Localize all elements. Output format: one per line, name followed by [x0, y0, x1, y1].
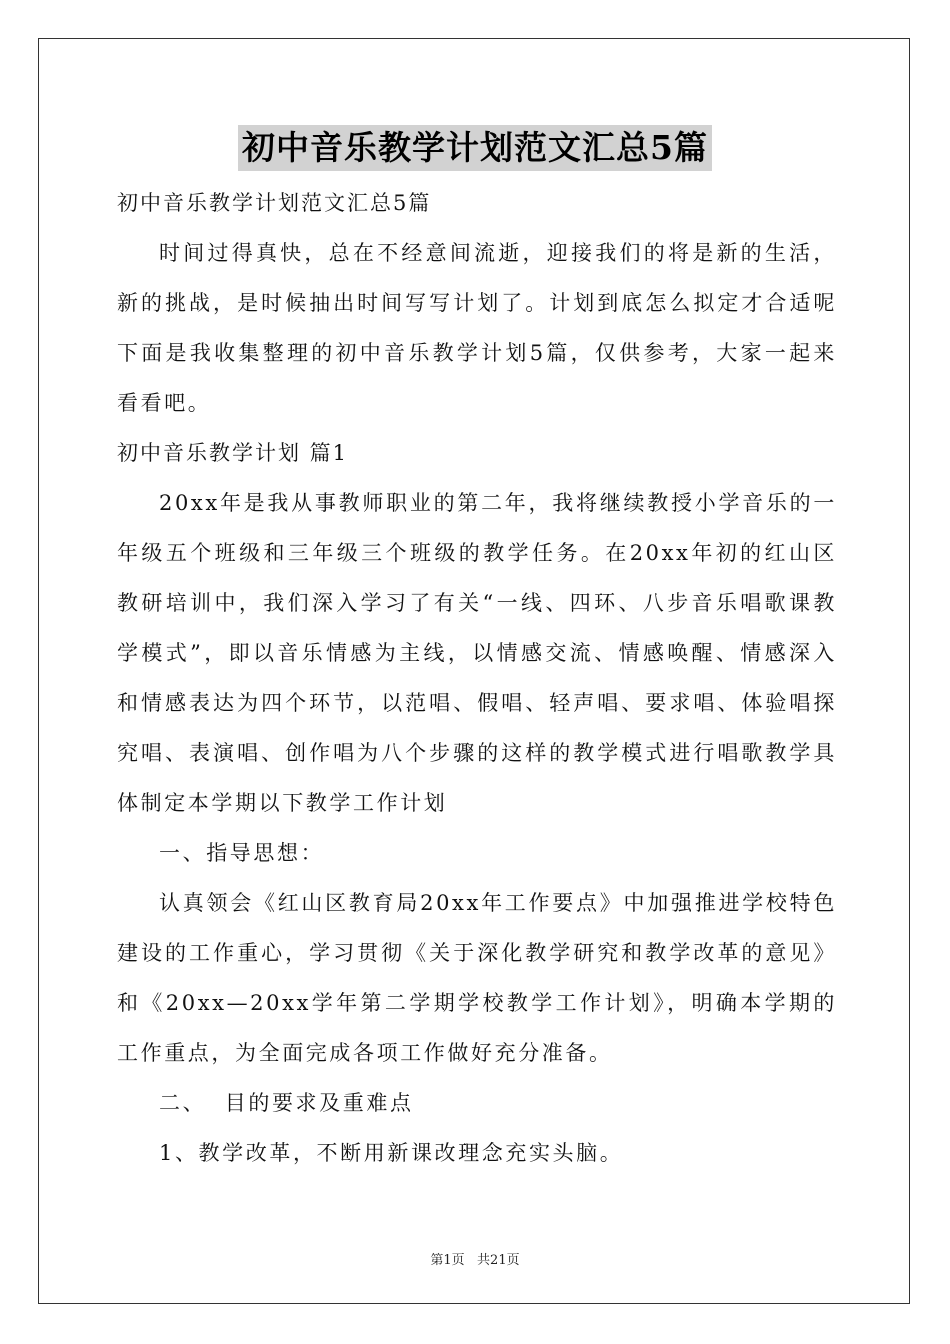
- body-paragraph-2: 认真领会《红山区教育局20xx年工作要点》中加强推进学校特色建设的工作重心，学习贯彻《关于深化教学研究和教学改革的意见》和《20xx—20xx学年第二学期学校教学工作计划》，明确本学期的工作重点，为全面完成各项工作做好充分准备。: [117, 891, 837, 1065]
- intro-paragraph: 时间过得真快，总在不经意间流逝，迎接我们的将是新的生活，新的挑战，是时候抽出时间写写计划了。计划到底怎么拟定才合适呢下面是我收集整理的初中音乐教学计划5篇，仅供参考，大家一起来看看吧。: [117, 241, 837, 415]
- list-item-1: 1、教学改革，不断用新课改理念充实头脑。: [159, 1141, 624, 1165]
- heading-guiding-thought: 一、指导思想：: [159, 841, 325, 865]
- page-footer: [0, 1249, 950, 1268]
- document-body: [117, 178, 837, 1178]
- body-paragraph-1: 20xx年是我从事教师职业的第二年，我将继续教授小学音乐的一年级五个班级和三年级三个班级的教学任务。在20xx年初的红山区教研培训中，我们深入学习了有关“一线、四环、八步音乐唱歌课教学模式”，即以音乐情感为主线，以情感交流、情感唤醒、情感深入和情感表达为四个环节，以范唱、假唱、轻声唱、要求唱、体验唱探究唱、表演唱、创作唱为八个步骤的这样的教学模式进行唱歌教学具体制定本学期以下教学工作计划: [117, 491, 837, 815]
- document-title: 初中音乐教学计划范文汇总5篇: [238, 125, 712, 171]
- page-number-label: 第1页 共21页: [430, 1253, 520, 1268]
- section-heading: 初中音乐教学计划 篇1: [117, 441, 349, 465]
- heading-objectives: 二、 目的要求及重难点: [159, 1091, 414, 1115]
- document-subtitle: 初中音乐教学计划范文汇总5篇: [117, 191, 432, 215]
- title-container: [0, 125, 950, 171]
